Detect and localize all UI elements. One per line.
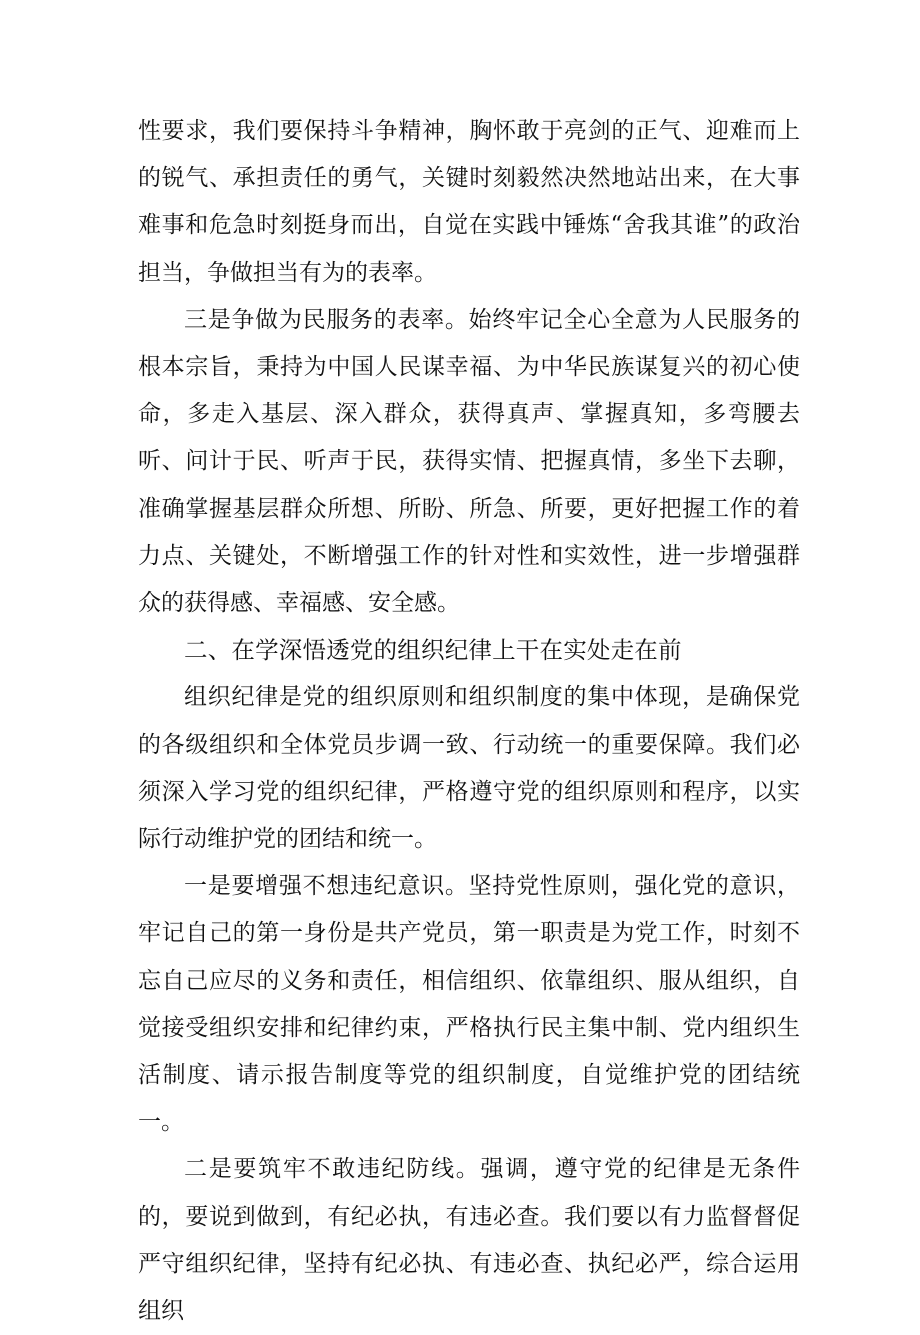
paragraph-point-one: 一是要增强不想违纪意识。坚持党性原则，强化党的意识，牢记自己的第一身份是共产党员，第一职责是为党工作，时刻不忘自己应尽的义务和责任，相信组织、依靠组织、服从组织，自觉接受组织安排和纪律约束，严格执行民主集中制、党内组织生活制度、请示报告制度等党的组织制度，自觉维护党的团结统一。 [138,873,800,1136]
paragraph-point-two: 二是要筑牢不敢违纪防线。强调，遵守党的纪律是无条件的，要说到做到，有纪必执，有违必查。我们要以有力监督督促严守组织纪律，坚持有纪必执、有违必查、执纪必严，综合运用组织 [138,1156,800,1325]
paragraph-continuation: 性要求，我们要保持斗争精神，胸怀敢于亮剑的正气、迎难而上的锐气、承担责任的勇气，关键时刻毅然决然地站出来，在大事难事和危急时刻挺身而出，自觉在实践中锤炼“舍我其谁”的政治担当，争做担当有为的表率。 [138,118,800,286]
document-body [138,108,800,1335]
section-heading: 二、在学深悟透党的组织纪律上干在实处走在前 [184,636,682,665]
paragraph-section-intro: 组织纪律是党的组织原则和组织制度的集中体现，是确保党的各级组织和全体党员步调一致、行动统一的重要保障。我们必须深入学习党的组织纪律，严格遵守党的组织原则和程序，以实际行动维护党的团结和统一。 [138,684,800,853]
paragraph-point-three: 三是争做为民服务的表率。始终牢记全心全意为人民服务的根本宗旨，秉持为中国人民谋幸福、为中华民族谋复兴的初心使命，多走入基层、深入群众，获得真声、掌握真知，多弯腰去听、问计于民、听声于民，获得实情、把握真情，多坐下去聊，准确掌握基层群众所想、所盼、所急、所要，更好把握工作的着力点、关键处，不断增强工作的针对性和实效性，进一步增强群众的获得感、幸福感、安全感。 [138,306,800,617]
